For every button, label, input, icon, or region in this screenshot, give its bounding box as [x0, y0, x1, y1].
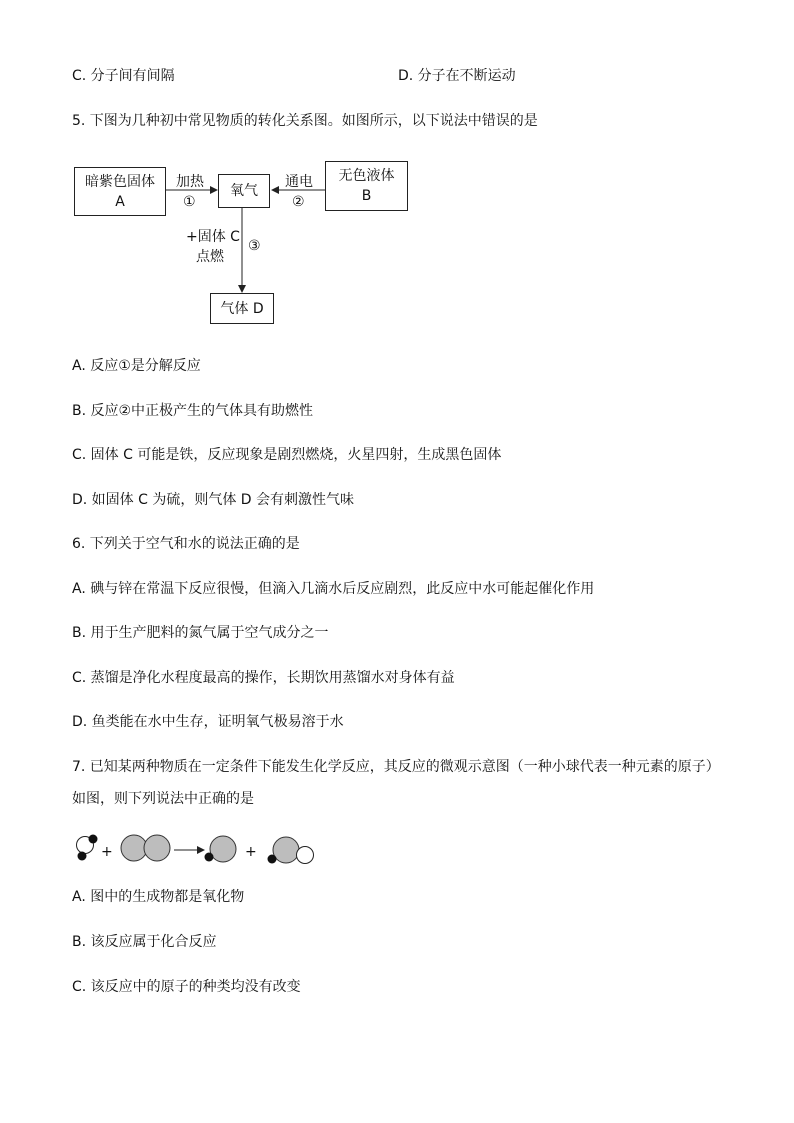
label-3-number: ③	[248, 238, 261, 254]
q5-option-c: C. 固体 C 可能是铁，反应现象是剧烈燃烧，火星四射，生成黑色固体	[72, 447, 502, 463]
q5-option-d: D. 如固体 C 为硫，则气体 D 会有刺激性气味	[72, 492, 355, 508]
q6-option-b: B. 用于生产肥料的氮气属于空气成分之一	[72, 625, 329, 641]
reactant-molecule-2	[121, 835, 170, 861]
reactant-molecule-1	[77, 835, 98, 861]
q4-option-c: C. 分子间有间隔	[72, 68, 175, 84]
box-d-label: 气体 D	[220, 300, 264, 317]
q5-stem: 5. 下图为几种初中常见物质的转化关系图。如图所示，以下说法中错误的是	[72, 113, 538, 129]
q7-stem-line2: 如图，则下列说法中正确的是	[72, 791, 254, 807]
box-b-line1: 无色液体	[338, 168, 395, 184]
q7-option-a: A. 图中的生成物都是氧化物	[72, 889, 245, 905]
q4-option-d: D. 分子在不断运动	[398, 68, 516, 84]
label-3-condition-2: 点燃	[196, 249, 224, 265]
q7-stem-line1: 7. 已知某两种物质在一定条件下能发生化学反应，其反应的微观示意图（一种小球代表一种元素的原子）	[72, 759, 720, 775]
box-a-line1: 暗紫色固体	[85, 173, 155, 190]
label-3-condition-1: +固体 C	[186, 229, 240, 245]
label-2-condition: 通电	[285, 174, 313, 190]
q6-stem: 6. 下列关于空气和水的说法正确的是	[72, 536, 300, 552]
label-1-number: ①	[183, 194, 196, 210]
q6-option-c: C. 蒸馏是净化水程度最高的操作，长期饮用蒸馏水对身体有益	[72, 670, 455, 686]
q7-option-b: B. 该反应属于化合反应	[72, 934, 217, 950]
q6-option-a: A. 碘与锌在常温下反应很慢，但滴入几滴水后反应剧烈，此反应中水可能起催化作用	[72, 581, 595, 597]
box-a-line2: A	[115, 193, 125, 210]
plus-sign-2: +	[245, 844, 257, 860]
plus-sign-1: +	[101, 844, 113, 860]
product-molecule-1	[205, 836, 237, 862]
q7-option-c: C. 该反应中的原子的种类均没有改变	[72, 979, 301, 995]
q6-option-d: D. 鱼类能在水中生存，证明氧气极易溶于水	[72, 714, 344, 730]
box-b-line2: B	[361, 188, 372, 204]
q5-option-b: B. 反应②中正极产生的气体具有助燃性	[72, 403, 314, 419]
label-1-condition: 加热	[176, 174, 204, 190]
box-oxygen-label: 氧气	[230, 183, 258, 199]
q5-option-a: A. 反应①是分解反应	[72, 358, 201, 374]
product-molecule-2	[268, 837, 314, 864]
label-2-number: ②	[292, 194, 305, 210]
